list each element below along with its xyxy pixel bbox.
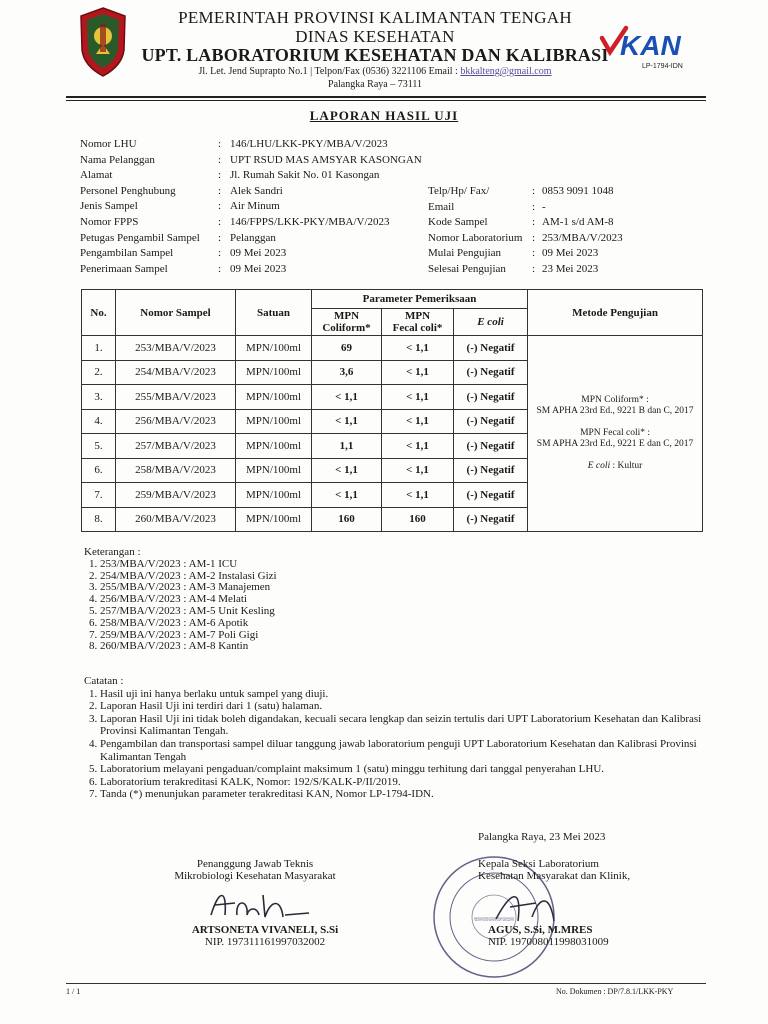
info-value: 23 Mei 2023 [542, 262, 599, 275]
table-row: 1. 253/MBA/V/2023 MPN/100ml 69 < 1,1 (-) Negatif MPN Coliform* : SM APHA 23rd Ed., 9221 B dan C, 2017 MPN Fecal coli* : SM APHA 23rd Ed., 9221 E dan C, 2017 E coli : Kultur [82, 336, 703, 361]
legend-title: Keterangan : [84, 546, 141, 558]
info-label: Telp/Hp/ Fax/ [428, 185, 490, 197]
info-value: 146/LHU/LKK-PKY/MBA/V/2023 [230, 138, 388, 150]
header-city: Palangka Raya – 73111 [328, 79, 422, 90]
info-left-labels [80, 137, 200, 277]
table-row: 5. 257/MBA/V/2023 MPN/100ml 1,1 < 1,1 (-) Negatif [82, 434, 703, 459]
kan-accreditation-logo [598, 22, 708, 72]
header-ecoli: E coli [454, 309, 528, 336]
header-address: Jl. Let. Jend Suprapto No.1 | Telpon/Fax (0536) 3221106 Email : bkkalteng@gmail.com [198, 66, 552, 77]
list-item: 1. 253/MBA/V/2023 : AM-1 ICU [100, 559, 277, 571]
table-row: 8. 260/MBA/V/2023 MPN/100ml 160 160 (-) Negatif [82, 507, 703, 532]
info-value: 09 Mei 2023 [230, 262, 287, 275]
table-row: 6. 258/MBA/V/2023 MPN/100ml < 1,1 < 1,1 (-) Negatif [82, 458, 703, 483]
report-title: LAPORAN HASIL UJI [309, 108, 459, 123]
right-signatory: Kepala Seksi Laboratorium Kesehatan Masyarakat dan Klinik, [478, 858, 631, 882]
table-row: 3. 255/MBA/V/2023 MPN/100ml < 1,1 < 1,1 (-) Negatif [82, 385, 703, 410]
info-right-values [542, 184, 623, 278]
list-item: 1. Hasil uji ini hanya berlaku untuk sampel yang diuji. [100, 688, 704, 701]
list-item: 3. Laporan Hasil Uji ini tidak boleh digandakan, kecuali secara lengkap dan seizin tertulis dari UPT Laboratorium Kesehatan dan Kalibrasi Provinsi Kalimantan Tengah. [100, 713, 704, 738]
header-nomor-sampel: Nomor Sampel [116, 290, 236, 336]
info-value: 0853 9091 1048 [542, 185, 614, 197]
info-left-values [230, 137, 422, 277]
notes-title: Catatan : [84, 675, 124, 687]
info-label: Penerimaan Sampel [80, 262, 168, 275]
provincial-emblem-logo [78, 6, 128, 78]
info-value: Air Minum [230, 200, 280, 213]
list-item: 8. 260/MBA/V/2023 : AM-8 Kantin [100, 641, 277, 653]
header-agency: DINAS KESEHATAN [295, 27, 455, 46]
list-item: 3. 255/MBA/V/2023 : AM-3 Manajemen [100, 582, 277, 594]
info-label: Alamat [80, 169, 113, 182]
stamp-text: PEMERINTAH PROVINSI KALIMANTAN TENGAH • DINAS KESEHATAN [474, 917, 514, 923]
right-signatory-nip: NIP. 197008011998031009 [488, 936, 609, 948]
results-table [81, 289, 703, 532]
page-number: 1 / 1 [66, 987, 81, 996]
info-label: Kode Sampel [428, 216, 488, 229]
list-item: 2. 254/MBA/V/2023 : AM-2 Instalasi Gizi [100, 571, 277, 583]
left-signatory-id [150, 924, 380, 948]
kan-logo-text: KAN [620, 30, 681, 61]
list-item: 4. 256/MBA/V/2023 : AM-4 Melati [100, 594, 277, 606]
list-item: 6. 258/MBA/V/2023 : AM-6 Apotik [100, 618, 277, 630]
list-item: 5. Laboratorium melayani pengaduan/complaint maksimum 1 (satu) minggu terhitung dari tanggal penyerahan LHU. [100, 763, 704, 776]
info-label: Selesai Pengujian [428, 262, 506, 275]
info-value: Alek Sandri [230, 184, 283, 197]
info-value: 253/MBA/V/2023 [542, 231, 623, 244]
info-value: 09 Mei 2023 [230, 247, 287, 260]
table-row: 4. 256/MBA/V/2023 MPN/100ml < 1,1 < 1,1 (-) Negatif [82, 409, 703, 434]
method-cell: MPN Coliform* : SM APHA 23rd Ed., 9221 B dan C, 2017 MPN Fecal coli* : SM APHA 23rd Ed., 9221 E dan C, 2017 E coli : Kultur [528, 336, 703, 532]
header-no: No. [82, 290, 116, 336]
header-mpn-fecal: MPN Fecal coli* [382, 309, 454, 336]
footer-divider [66, 983, 706, 984]
list-item: 2. Laporan Hasil Uji ini terdiri dari 1 (satu) halaman. [100, 700, 704, 713]
info-label: Pengambilan Sampel [80, 247, 174, 260]
header-email-link[interactable]: bkkalteng@gmail.com [460, 66, 552, 77]
info-label: Nomor Laboratorium [428, 231, 523, 244]
list-item: 5. 257/MBA/V/2023 : AM-5 Unit Kesling [100, 606, 277, 618]
list-item: 7. 259/MBA/V/2023 : AM-7 Poli Gigi [100, 630, 277, 642]
sample-legend [84, 547, 277, 653]
info-value: AM-1 s/d AM-8 [542, 216, 614, 229]
document-number: No. Dokumen : DP/7.8.1/LKK-PKY [556, 987, 674, 996]
left-signatory-nip: NIP. 197311161997032002 [204, 936, 326, 948]
list-item: 4. Pengambilan dan transportasi sampel diluar tanggung jawab laboratorium penguji UPT Laboratorium Kesehatan dan Kalibrasi Provinsi Kalimantan Tengah [100, 738, 704, 763]
place-date: Palangka Raya, 23 Mei 2023 [478, 831, 606, 843]
list-item: 7. Tanda (*) menunjukan parameter terakreditasi KAN, Nomor LP-1794-IDN. [100, 788, 704, 801]
list-item: 6. Laboratorium terakreditasi KALK, Nomor: 192/S/KALK-P/II/2019. [100, 776, 704, 789]
info-value: UPT RSUD MAS AMSYAR KASONGAN [230, 153, 422, 166]
info-label: Nomor LHU [80, 138, 137, 150]
header-government: PEMERINTAH PROVINSI KALIMANTAN TENGAH [178, 8, 572, 27]
info-label: Mulai Pengujian [428, 247, 502, 260]
table-row: 7. 259/MBA/V/2023 MPN/100ml < 1,1 < 1,1 (-) Negatif [82, 483, 703, 508]
left-signatory: Penanggung Jawab Teknis Mikrobiologi Kesehatan Masyarakat [174, 858, 336, 882]
info-label: Petugas Pengambil Sampel [80, 231, 200, 244]
info-value: Pelanggan [230, 231, 276, 244]
info-value: 09 Mei 2023 [542, 247, 599, 260]
info-right-separators: : : : : : : [532, 185, 536, 275]
info-label: Jenis Sampel [80, 200, 138, 213]
left-signatory-name: ARTSONETA VIVANELI, S.Si [191, 924, 339, 936]
header-mpn-coliform: MPN Coliform* [312, 309, 382, 336]
info-value: 146/FPPS/LKK-PKY/MBA/V/2023 [230, 215, 390, 228]
info-right-labels [428, 184, 522, 278]
info-label: Email [428, 200, 455, 213]
notes [84, 675, 704, 801]
header-laboratory: UPT. LABORATORIUM KESEHATAN DAN KALIBRASI [141, 45, 609, 65]
info-left-separators: : : : : : : : : : [218, 138, 222, 275]
header-metode: Metode Pengujian [528, 290, 703, 336]
header-satuan: Satuan [236, 290, 312, 336]
info-value: - [542, 200, 546, 213]
kan-logo-code: LP-1794-IDN [642, 63, 683, 70]
right-signatory-name: AGUS, S.Si, M.MRES [488, 924, 593, 936]
info-label: Nomor FPPS [80, 215, 139, 228]
header-divider-thin [66, 100, 706, 101]
header-parameter: Parameter Pemeriksaan [312, 290, 528, 309]
right-signatory-id [488, 924, 609, 948]
table-row: 2. 254/MBA/V/2023 MPN/100ml 3,6 < 1,1 (-) Negatif [82, 360, 703, 385]
header-divider-thick [66, 96, 706, 98]
info-value: Jl. Rumah Sakit No. 01 Kasongan [230, 169, 380, 182]
info-label: Personel Penghubung [80, 184, 176, 197]
info-label: Nama Pelanggan [80, 153, 155, 166]
